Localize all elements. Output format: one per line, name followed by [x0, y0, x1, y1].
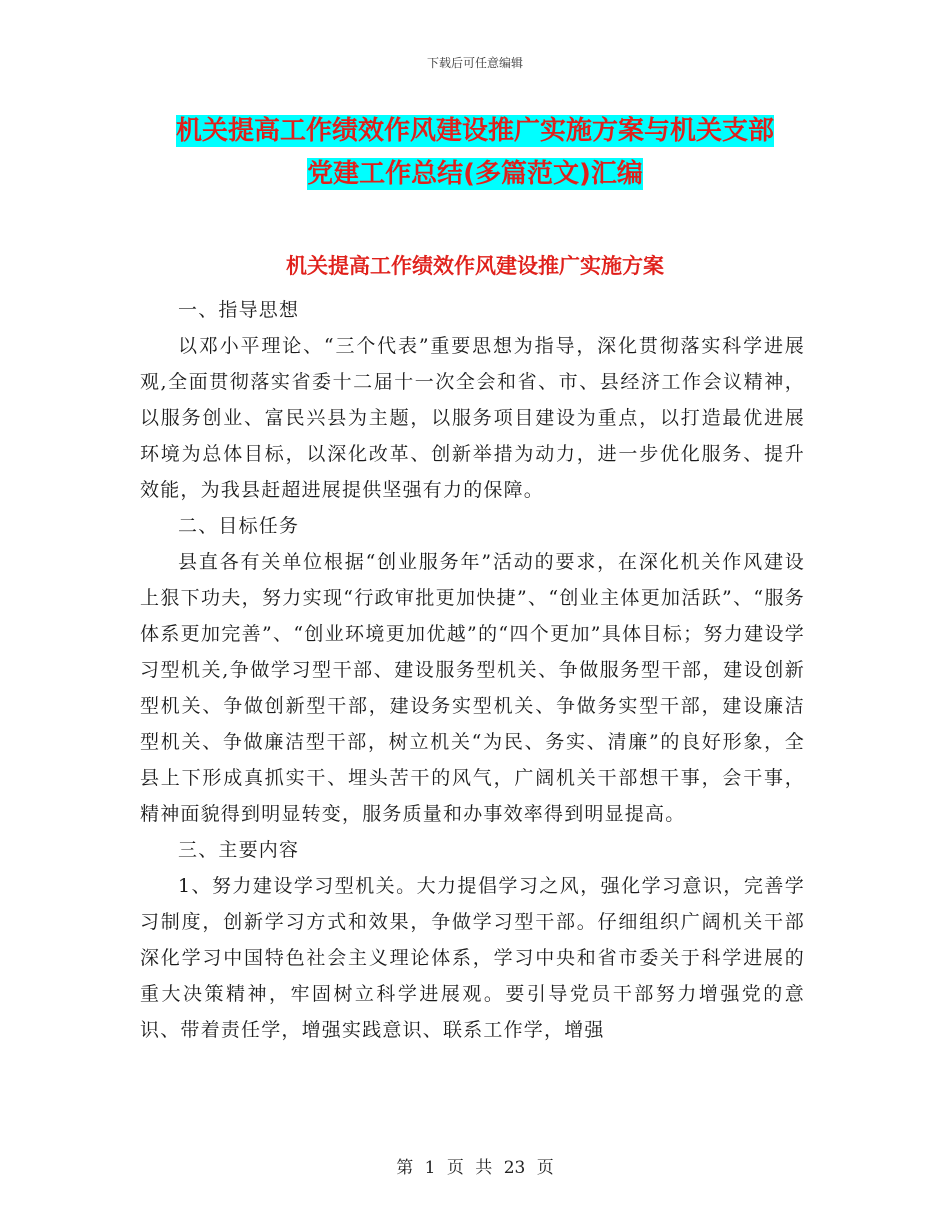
document-title-line-2: 党建工作总结(多篇范文)汇编: [307, 159, 643, 189]
heading-guiding-ideology: 一、指导思想: [178, 299, 300, 321]
heading-goals-tasks: 二、目标任务: [178, 515, 300, 537]
document-title: [140, 110, 810, 196]
paragraph-goals-tasks: 县直各有关单位根据“创业服务年”活动的要求，在深化机关作风建设上狠下功夫，努力实现“行政审批更加快捷”、“创业主体更加活跃”、“服务体系更加完善”、“创业环境更加优越”的“四个更加”具体目标；努力建设学习型机关,争做学习型干部、建设服务型机关、争做服务型干部，建设创新型机关、争做创新型干部，建设务实型机关、争做务实型干部，建设廉洁型机关、争做廉洁型干部，树立机关“为民、务实、清廉”的良好形象，全县上下形成真抓实干、埋头苦干的风气，广阔机关干部想干事，会干事，精神面貌得到明显转变，服务质量和办事效率得到明显提高。: [140, 551, 805, 825]
page-number: 第 1 页 共 23 页: [396, 1158, 554, 1178]
paragraph-main-content-1: 1、努力建设学习型机关。大力提倡学习之风，强化学习意识，完善学习制度，创新学习方式和效果，争做学习型干部。仔细组织广阔机关干部深化学习中国特色社会主义理论体系，学习中央和省市委关于科学进展的重大决策精神，牢固树立科学进展观。要引导党员干部努力增强党的意识、带着责任学，增强实践意识、联系工作学，增强: [140, 875, 805, 1041]
heading-main-content: 三、主要内容: [178, 839, 300, 861]
document-title-line-1: 机关提高工作绩效作风建设推广实施方案与机关支部: [175, 116, 774, 146]
section-title: 机关提高工作绩效作风建设推广实施方案: [286, 254, 664, 278]
paragraph-guiding-ideology: 以邓小平理论、“三个代表”重要思想为指导，深化贯彻落实科学进展观,全面贯彻落实省委十二届十一次全会和省、市、县经济工作会议精神，以服务创业、富民兴县为主题，以服务项目建设为重点，以打造最优进展环境为总体目标，以深化改革、创新举措为动力，进一步优化服务、提升效能，为我县赶超进展提供坚强有力的保障。: [140, 335, 805, 501]
document-body: [140, 292, 805, 1048]
page-header-note: 下载后可任意编辑: [426, 56, 523, 70]
